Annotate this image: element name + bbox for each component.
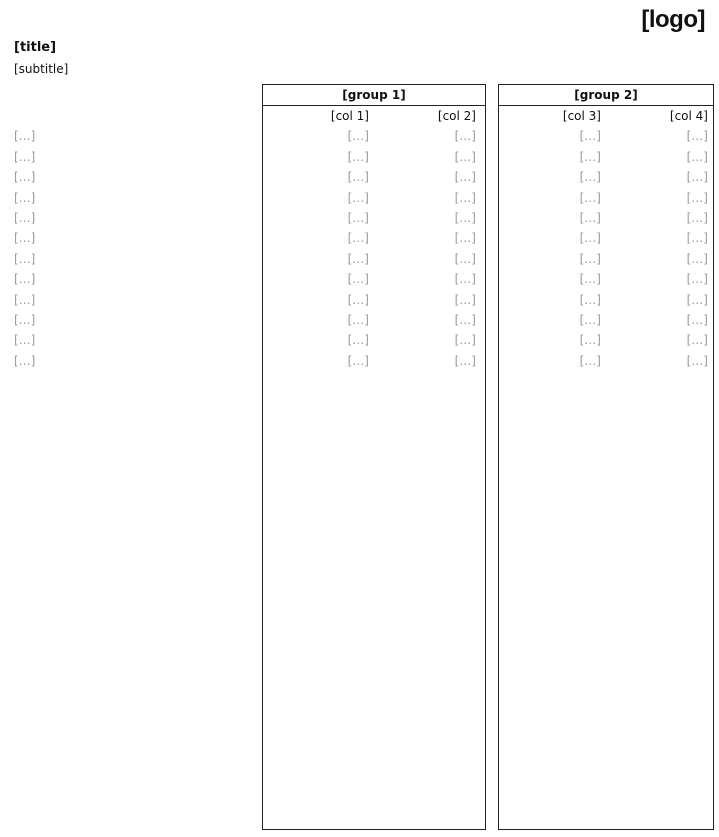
- row-value: […]: [454, 272, 476, 287]
- row-value: […]: [347, 129, 369, 144]
- row-value: […]: [686, 149, 708, 164]
- row-label: […]: [14, 353, 36, 368]
- table-row: [14, 269, 712, 289]
- column-group-right-header: [group 2]: [499, 85, 713, 106]
- column-header: [col 1]: [330, 109, 369, 123]
- column-header: [col 3]: [562, 109, 601, 123]
- row-value: […]: [686, 251, 708, 266]
- row-value: […]: [579, 129, 601, 144]
- row-label: […]: [14, 190, 36, 205]
- row-value: […]: [454, 312, 476, 327]
- row-value: […]: [347, 190, 369, 205]
- row-label: […]: [14, 312, 36, 327]
- page-subtitle: [subtitle]: [14, 62, 69, 76]
- row-value: […]: [686, 333, 708, 348]
- row-value: […]: [579, 272, 601, 287]
- table-row: [14, 351, 712, 371]
- row-value: […]: [454, 170, 476, 185]
- table-row: [14, 228, 712, 248]
- row-value: […]: [347, 333, 369, 348]
- table-row: [14, 310, 712, 330]
- row-value: […]: [347, 149, 369, 164]
- row-value: […]: [579, 353, 601, 368]
- row-label: […]: [14, 272, 36, 287]
- table-row: [14, 126, 712, 146]
- row-value: […]: [686, 292, 708, 307]
- row-value: […]: [347, 170, 369, 185]
- row-value: […]: [454, 333, 476, 348]
- row-value: […]: [454, 292, 476, 307]
- table-row: [14, 208, 712, 228]
- row-value: […]: [686, 312, 708, 327]
- row-value: […]: [454, 149, 476, 164]
- table-row: [14, 188, 712, 208]
- row-label: […]: [14, 251, 36, 266]
- row-label: […]: [14, 231, 36, 246]
- table-row: [14, 167, 712, 187]
- row-value: […]: [579, 231, 601, 246]
- row-value: […]: [579, 210, 601, 225]
- table-row: [14, 290, 712, 310]
- statement-table: [14, 106, 712, 371]
- row-value: […]: [347, 292, 369, 307]
- row-value: […]: [347, 353, 369, 368]
- row-label: […]: [14, 210, 36, 225]
- row-value: […]: [347, 251, 369, 266]
- row-value: […]: [686, 231, 708, 246]
- row-label: […]: [14, 170, 36, 185]
- row-value: […]: [347, 272, 369, 287]
- row-value: […]: [347, 210, 369, 225]
- row-value: […]: [686, 170, 708, 185]
- row-value: […]: [579, 312, 601, 327]
- row-value: […]: [579, 170, 601, 185]
- row-label: […]: [14, 129, 36, 144]
- row-value: […]: [347, 312, 369, 327]
- column-headers-row: [14, 106, 712, 126]
- row-label: […]: [14, 149, 36, 164]
- column-group-left-header: [group 1]: [263, 85, 485, 106]
- row-value: […]: [686, 129, 708, 144]
- column-header: [col 4]: [669, 109, 708, 123]
- row-value: […]: [579, 251, 601, 266]
- row-value: […]: [686, 353, 708, 368]
- row-label: […]: [14, 292, 36, 307]
- row-value: […]: [686, 210, 708, 225]
- row-value: […]: [686, 190, 708, 205]
- row-value: […]: [454, 251, 476, 266]
- tencent-logo: [logo]: [641, 6, 705, 33]
- row-label: […]: [14, 333, 36, 348]
- row-value: […]: [454, 231, 476, 246]
- row-value: […]: [579, 333, 601, 348]
- row-value: […]: [686, 272, 708, 287]
- table-row: [14, 147, 712, 167]
- page-title: [title]: [14, 40, 57, 55]
- row-value: […]: [579, 190, 601, 205]
- row-value: […]: [347, 231, 369, 246]
- column-header: [col 2]: [437, 109, 476, 123]
- table-row: [14, 249, 712, 269]
- row-value: […]: [454, 353, 476, 368]
- row-value: […]: [454, 190, 476, 205]
- row-value: […]: [454, 210, 476, 225]
- row-value: […]: [579, 292, 601, 307]
- row-value: […]: [579, 149, 601, 164]
- row-value: […]: [454, 129, 476, 144]
- table-row: [14, 330, 712, 350]
